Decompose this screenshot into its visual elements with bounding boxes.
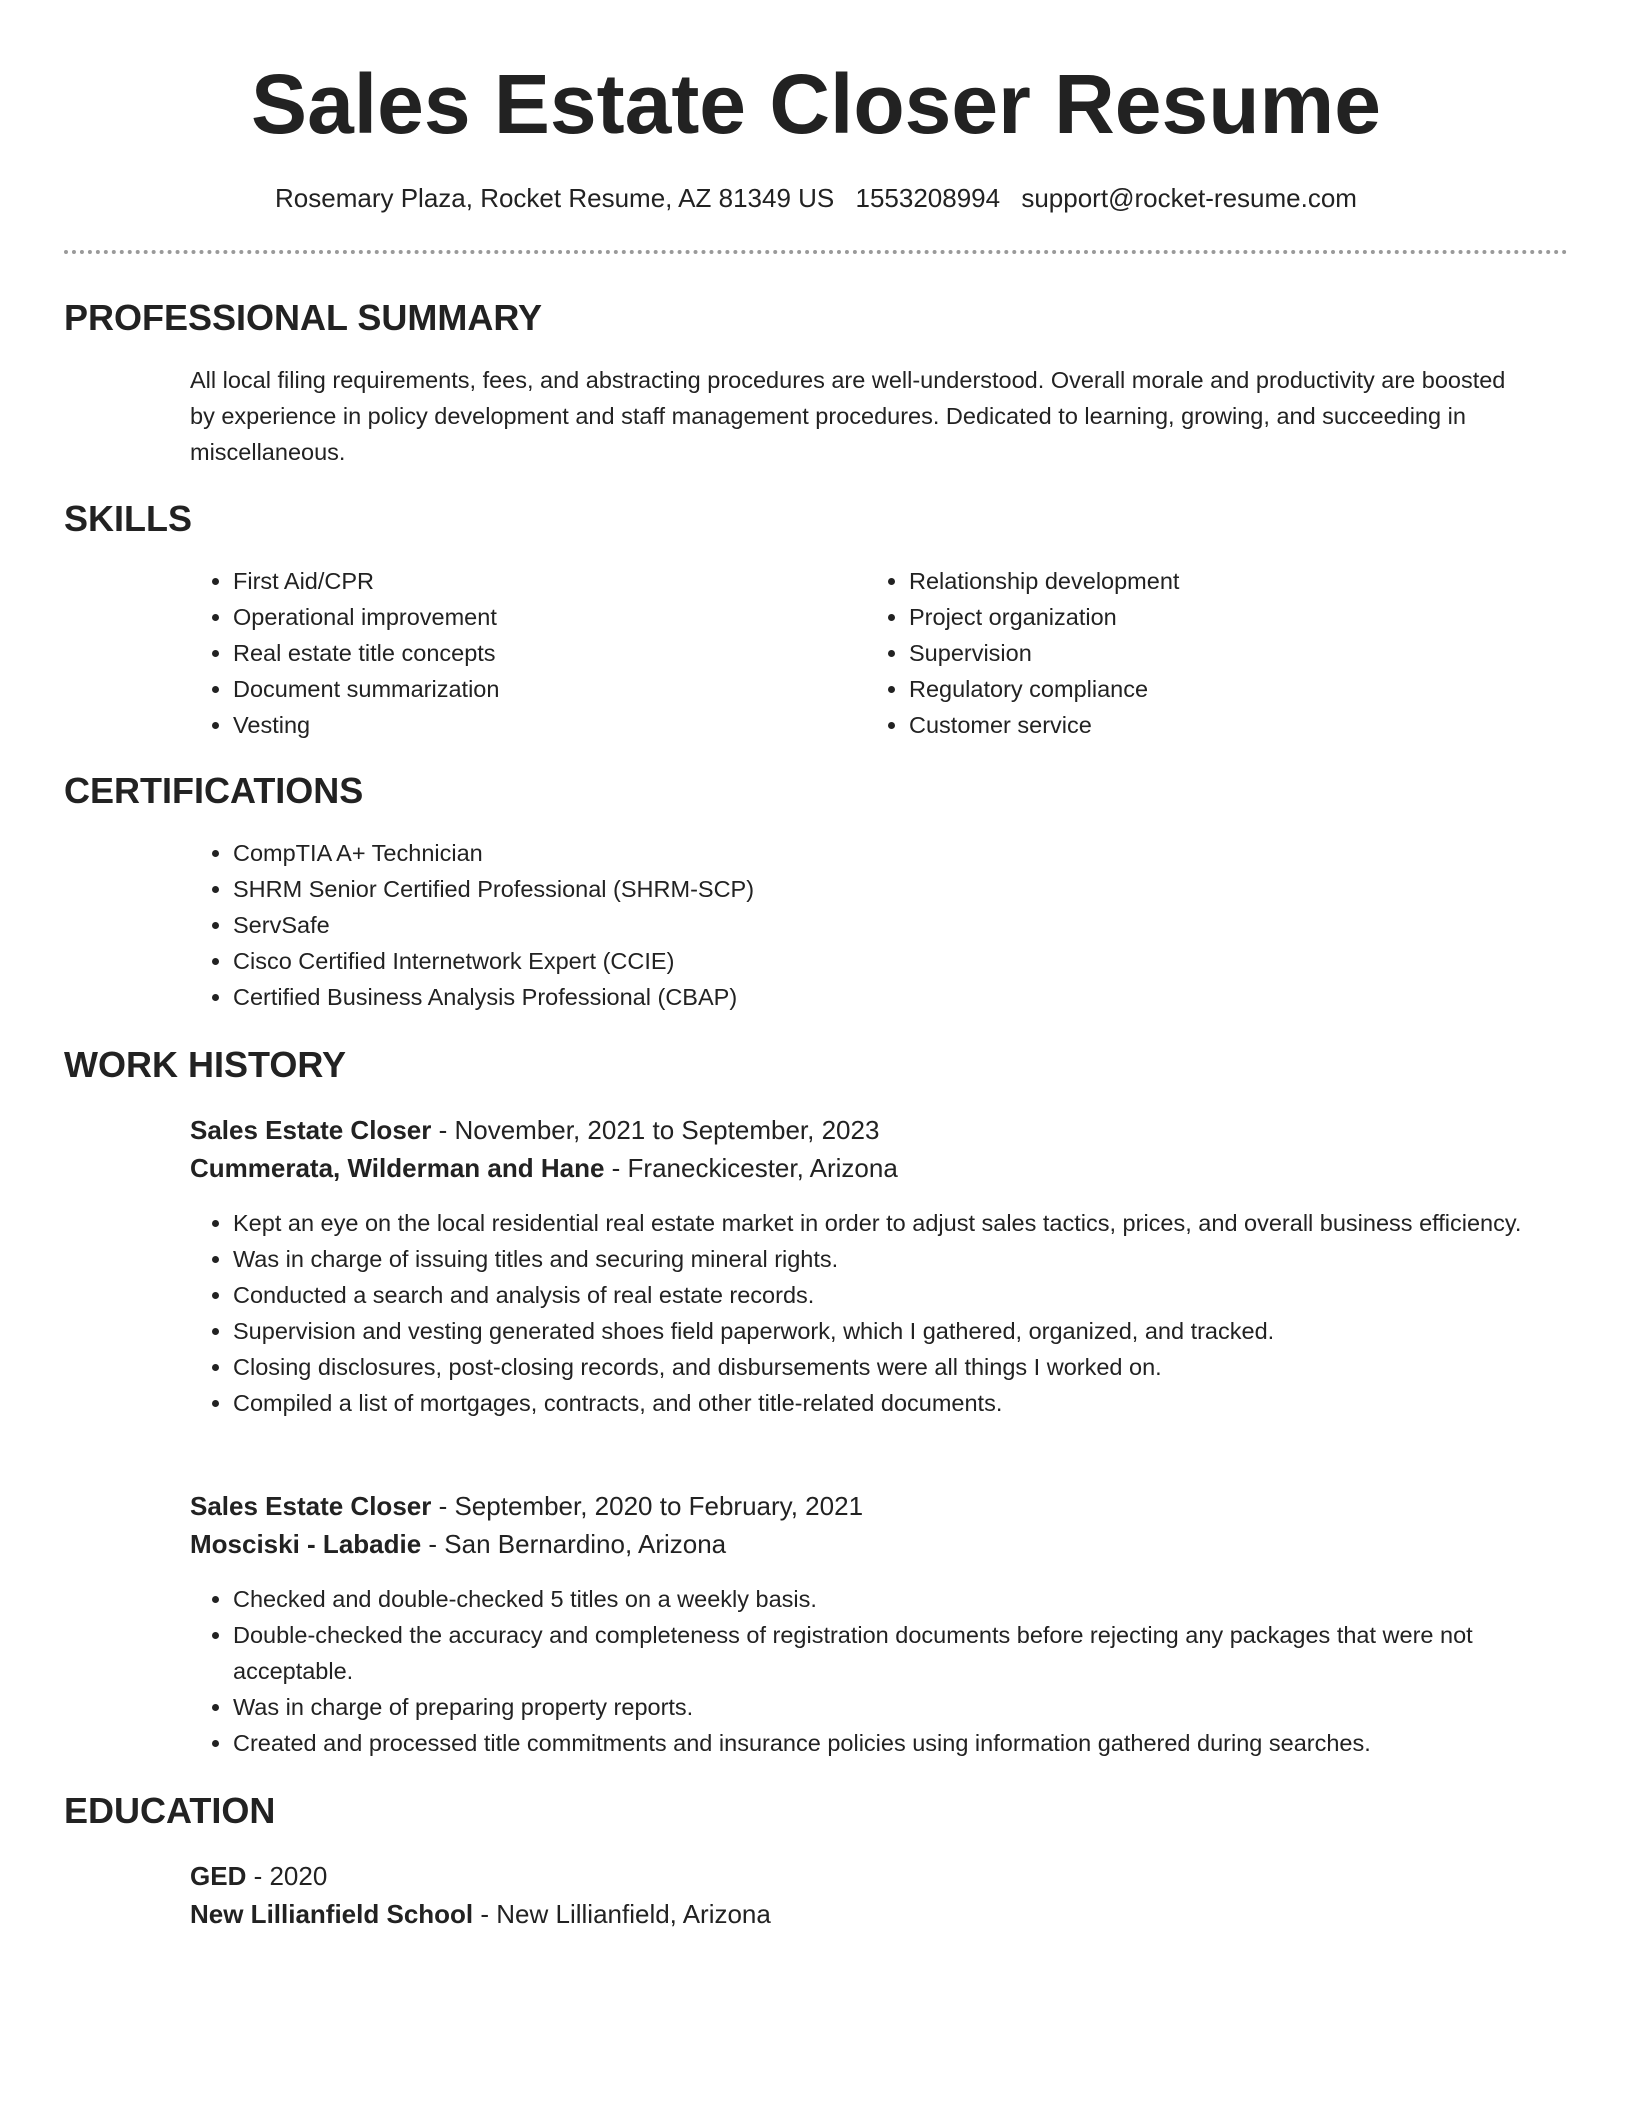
contact-line (0, 180, 1632, 216)
work-history-heading: WORK HISTORY (64, 1044, 347, 1085)
list-item: • Cisco Certified Internetwork Expert (CCIE) (233, 943, 1433, 979)
job-2-title-line (190, 1487, 863, 1525)
list-item: • Kept an eye on the local residential real estate market in order to adjust sales tactics, prices, and overall business efficiency. (233, 1205, 1573, 1241)
list-item: • Checked and double-checked 5 titles on a weekly basis. (233, 1581, 1593, 1617)
list-item: • Project organization (909, 599, 1509, 635)
list-item: • Compiled a list of mortgages, contracts, and other title-related documents. (233, 1385, 1573, 1421)
contact-email[interactable]: support@rocket-resume.com (1021, 183, 1357, 213)
list-item: • Customer service (909, 707, 1509, 743)
summary-heading: PROFESSIONAL SUMMARY (64, 297, 543, 338)
education-year: - 2020 (246, 1861, 328, 1891)
summary-text: All local filing requirements, fees, and abstracting procedures are well-understood. Overall morale and productivity are boosted by experience in policy development and staff management procedures. Dedicated to learning, growing, and succeeding in miscellaneous. (190, 367, 1506, 465)
list-item: • Closing disclosures, post-closing records, and disbursements were all things I worked on. (233, 1349, 1573, 1385)
job-company: Cummerata, Wilderman and Hane (190, 1153, 605, 1183)
list-item: • CompTIA A+ Technician (233, 835, 1433, 871)
list-item: • Document summarization (233, 671, 833, 707)
skills-heading: SKILLS (64, 498, 193, 539)
education-heading: EDUCATION (64, 1790, 276, 1831)
job-2-bullets (190, 1581, 1593, 1761)
job-dates: - November, 2021 to September, 2023 (431, 1115, 880, 1145)
certifications-list (190, 835, 1433, 1015)
contact-phone: 1553208994 (855, 183, 1001, 213)
list-item: • Certified Business Analysis Professional (CBAP) (233, 979, 1433, 1015)
header-divider (64, 250, 1568, 254)
list-item: • Vesting (233, 707, 833, 743)
job-title: Sales Estate Closer (190, 1491, 432, 1521)
education-school: New Lillianfield School (190, 1899, 474, 1929)
list-item: • Regulatory compliance (909, 671, 1509, 707)
list-item: • SHRM Senior Certified Professional (SHRM-SCP) (233, 871, 1433, 907)
education-location: - New Lillianfield, Arizona (473, 1899, 771, 1929)
job-dates: - September, 2020 to February, 2021 (431, 1491, 864, 1521)
list-item: • First Aid/CPR (233, 563, 833, 599)
list-item: • Supervision and vesting generated shoes field paperwork, which I gathered, organized, and tracked. (233, 1313, 1573, 1349)
list-item: • Was in charge of issuing titles and securing mineral rights. (233, 1241, 1573, 1277)
list-item: • Supervision (909, 635, 1509, 671)
list-item: • Conducted a search and analysis of real estate records. (233, 1277, 1573, 1313)
certifications-heading: CERTIFICATIONS (64, 770, 364, 811)
job-1-title-line (190, 1111, 879, 1149)
list-item: • ServSafe (233, 907, 1433, 943)
list-item: • Was in charge of preparing property reports. (233, 1689, 1593, 1725)
job-company: Mosciski - Labadie (190, 1529, 422, 1559)
job-location: - Franeckicester, Arizona (604, 1153, 898, 1183)
job-1-company-line (190, 1149, 898, 1187)
education-degree-line (190, 1857, 327, 1895)
list-item: • Operational improvement (233, 599, 833, 635)
list-item: • Double-checked the accuracy and completeness of registration documents before rejecting any packages that were not acceptable. (233, 1617, 1593, 1689)
contact-address: Rosemary Plaza, Rocket Resume, AZ 81349 US (275, 183, 835, 213)
education-school-line (190, 1895, 771, 1933)
list-item: • Real estate title concepts (233, 635, 833, 671)
list-item: • Created and processed title commitments and insurance policies using information gathered during searches. (233, 1725, 1593, 1761)
skills-list-left (190, 563, 833, 743)
job-location: - San Bernardino, Arizona (421, 1529, 727, 1559)
resume-title: Sales Estate Closer Resume (251, 57, 1381, 151)
list-item: • Relationship development (909, 563, 1509, 599)
job-title: Sales Estate Closer (190, 1115, 432, 1145)
job-2-company-line (190, 1525, 726, 1563)
education-degree: GED (190, 1861, 247, 1891)
job-1-bullets (190, 1205, 1573, 1421)
skills-list-right (866, 563, 1509, 743)
